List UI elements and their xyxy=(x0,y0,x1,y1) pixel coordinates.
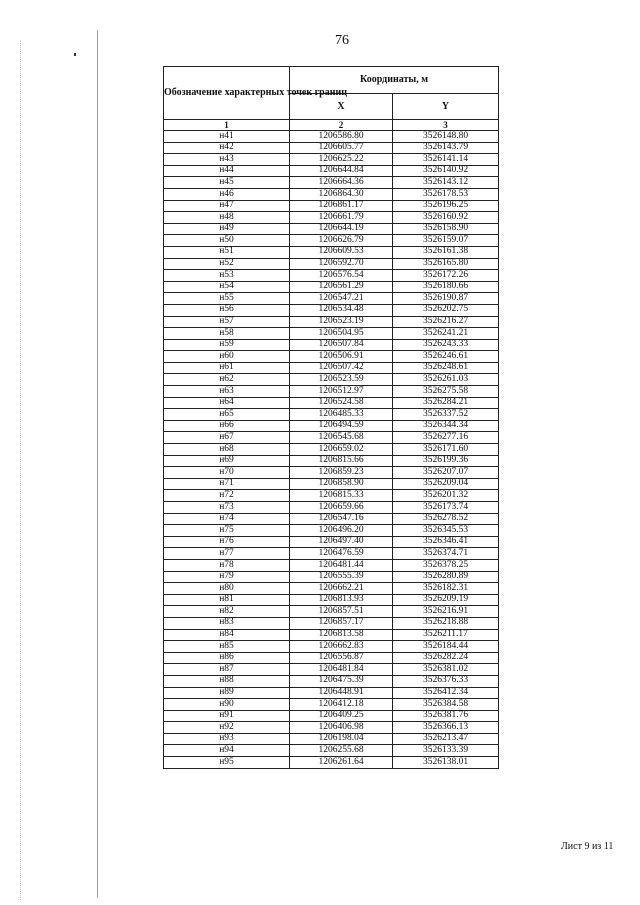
point-id-cell: н54 xyxy=(164,281,290,293)
y-value-cell: 3526366.13 xyxy=(393,722,499,734)
point-id-cell: н70 xyxy=(164,467,290,479)
point-id-cell: н77 xyxy=(164,548,290,560)
table-row xyxy=(164,212,499,224)
y-value-cell: 3526412.34 xyxy=(393,687,499,699)
x-value-cell: 1206524.58 xyxy=(290,397,393,409)
point-id-cell: н79 xyxy=(164,571,290,583)
y-value-cell: 3526160.92 xyxy=(393,212,499,224)
y-value-cell: 3526138.01 xyxy=(393,757,499,769)
point-id-cell: н68 xyxy=(164,444,290,456)
x-value-cell: 1206815.66 xyxy=(290,455,393,467)
y-value-cell: 3526161.38 xyxy=(393,246,499,258)
y-value-cell: 3526376.33 xyxy=(393,675,499,687)
table-row xyxy=(164,502,499,514)
x-value-cell: 1206592.70 xyxy=(290,258,393,270)
x-value-cell: 1206561.29 xyxy=(290,281,393,293)
point-id-cell: н44 xyxy=(164,165,290,177)
coordinates-header: Координаты, м xyxy=(290,67,499,94)
point-id-cell: н93 xyxy=(164,733,290,745)
point-id-cell: н87 xyxy=(164,664,290,676)
y-value-cell: 3526178.53 xyxy=(393,188,499,200)
x-value-cell: 1206858.90 xyxy=(290,478,393,490)
x-value-cell: 1206476.59 xyxy=(290,548,393,560)
table-row xyxy=(164,675,499,687)
point-id-cell: н52 xyxy=(164,258,290,270)
point-id-cell: н62 xyxy=(164,374,290,386)
point-id-cell: н89 xyxy=(164,687,290,699)
y-value-cell: 3526190.87 xyxy=(393,293,499,305)
table-row xyxy=(164,664,499,676)
point-id-cell: н72 xyxy=(164,490,290,502)
table-row xyxy=(164,629,499,641)
column-number: 3 xyxy=(393,120,499,131)
y-value-cell: 3526196.25 xyxy=(393,200,499,212)
x-column-header: X xyxy=(290,94,393,120)
table-row xyxy=(164,188,499,200)
x-value-cell: 1206255.68 xyxy=(290,745,393,757)
x-value-cell: 1206662.83 xyxy=(290,641,393,653)
point-id-cell: н66 xyxy=(164,420,290,432)
table-row xyxy=(164,154,499,166)
x-value-cell: 1206547.21 xyxy=(290,293,393,305)
x-value-cell: 1206859.23 xyxy=(290,467,393,479)
x-value-cell: 1206534.48 xyxy=(290,304,393,316)
x-value-cell: 1206864.30 xyxy=(290,188,393,200)
x-value-cell: 1206261.64 xyxy=(290,757,393,769)
y-value-cell: 3526171.60 xyxy=(393,444,499,456)
x-value-cell: 1206659.02 xyxy=(290,444,393,456)
point-id-cell: н71 xyxy=(164,478,290,490)
x-value-cell: 1206609.53 xyxy=(290,246,393,258)
table-row xyxy=(164,351,499,363)
table-row xyxy=(164,165,499,177)
y-value-cell: 3526346.41 xyxy=(393,536,499,548)
x-value-cell: 1206504.95 xyxy=(290,328,393,340)
point-id-cell: н59 xyxy=(164,339,290,351)
y-value-cell: 3526140.92 xyxy=(393,165,499,177)
y-value-cell: 3526173.74 xyxy=(393,502,499,514)
table-row xyxy=(164,316,499,328)
table-row xyxy=(164,559,499,571)
point-id-cell: н43 xyxy=(164,154,290,166)
y-value-cell: 3526143.12 xyxy=(393,177,499,189)
table-row xyxy=(164,536,499,548)
y-value-cell: 3526374.71 xyxy=(393,548,499,560)
table-row xyxy=(164,687,499,699)
x-value-cell: 1206409.25 xyxy=(290,710,393,722)
sheet-label: Лист 9 из 11 xyxy=(561,841,614,852)
table-row xyxy=(164,757,499,769)
point-id-cell: н95 xyxy=(164,757,290,769)
y-value-cell: 3526344.34 xyxy=(393,420,499,432)
x-value-cell: 1206813.93 xyxy=(290,594,393,606)
y-value-cell: 3526209.04 xyxy=(393,478,499,490)
y-column-header: Y xyxy=(393,94,499,120)
y-value-cell: 3526159.07 xyxy=(393,235,499,247)
point-id-cell: н48 xyxy=(164,212,290,224)
y-value-cell: 3526143.79 xyxy=(393,142,499,154)
point-id-cell: н45 xyxy=(164,177,290,189)
point-id-cell: н64 xyxy=(164,397,290,409)
x-value-cell: 1206507.84 xyxy=(290,339,393,351)
table-row xyxy=(164,362,499,374)
x-value-cell: 1206545.68 xyxy=(290,432,393,444)
table-row xyxy=(164,223,499,235)
point-id-cell: н76 xyxy=(164,536,290,548)
table-row xyxy=(164,235,499,247)
x-value-cell: 1206412.18 xyxy=(290,699,393,711)
y-value-cell: 3526241.21 xyxy=(393,328,499,340)
x-value-cell: 1206523.59 xyxy=(290,374,393,386)
column-number: 2 xyxy=(290,120,393,131)
point-id-cell: н86 xyxy=(164,652,290,664)
x-value-cell: 1206644.84 xyxy=(290,165,393,177)
x-value-cell: 1206664.36 xyxy=(290,177,393,189)
point-id-cell: н57 xyxy=(164,316,290,328)
point-id-cell: н65 xyxy=(164,409,290,421)
table-row xyxy=(164,710,499,722)
y-value-cell: 3526248.61 xyxy=(393,362,499,374)
point-id-cell: н50 xyxy=(164,235,290,247)
x-value-cell: 1206507.42 xyxy=(290,362,393,374)
y-value-cell: 3526243.33 xyxy=(393,339,499,351)
point-id-cell: н42 xyxy=(164,142,290,154)
x-value-cell: 1206586.80 xyxy=(290,131,393,143)
table-row xyxy=(164,490,499,502)
table-row xyxy=(164,177,499,189)
point-id-cell: н63 xyxy=(164,386,290,398)
x-value-cell: 1206506.91 xyxy=(290,351,393,363)
y-value-cell: 3526158.90 xyxy=(393,223,499,235)
y-value-cell: 3526165.80 xyxy=(393,258,499,270)
table-row xyxy=(164,699,499,711)
table-row xyxy=(164,200,499,212)
table-row xyxy=(164,409,499,421)
y-value-cell: 3526337.52 xyxy=(393,409,499,421)
table-row xyxy=(164,455,499,467)
table-row xyxy=(164,397,499,409)
table-row xyxy=(164,142,499,154)
table-row xyxy=(164,131,499,143)
column-number-row xyxy=(164,120,499,131)
y-value-cell: 3526275.58 xyxy=(393,386,499,398)
table-row xyxy=(164,246,499,258)
table-row xyxy=(164,745,499,757)
y-value-cell: 3526381.02 xyxy=(393,664,499,676)
point-id-cell: н41 xyxy=(164,131,290,143)
x-value-cell: 1206576.54 xyxy=(290,270,393,282)
x-value-cell: 1206448.91 xyxy=(290,687,393,699)
x-value-cell: 1206813.58 xyxy=(290,629,393,641)
point-id-cell: н60 xyxy=(164,351,290,363)
table-row xyxy=(164,733,499,745)
table-row xyxy=(164,641,499,653)
y-value-cell: 3526133.39 xyxy=(393,745,499,757)
table-row xyxy=(164,258,499,270)
table-row xyxy=(164,328,499,340)
y-value-cell: 3526211.17 xyxy=(393,629,499,641)
y-value-cell: 3526381.76 xyxy=(393,710,499,722)
point-id-cell: н78 xyxy=(164,559,290,571)
coordinates-table-body xyxy=(164,131,499,769)
x-value-cell: 1206556.87 xyxy=(290,652,393,664)
x-value-cell: 1206659.66 xyxy=(290,502,393,514)
y-value-cell: 3526207.07 xyxy=(393,467,499,479)
x-value-cell: 1206626.79 xyxy=(290,235,393,247)
point-id-cell: н53 xyxy=(164,270,290,282)
point-id-cell: н83 xyxy=(164,617,290,629)
x-value-cell: 1206481.44 xyxy=(290,559,393,571)
x-value-cell: 1206555.39 xyxy=(290,571,393,583)
y-value-cell: 3526141.14 xyxy=(393,154,499,166)
point-id-cell: н81 xyxy=(164,594,290,606)
table-row xyxy=(164,467,499,479)
y-value-cell: 3526172.26 xyxy=(393,270,499,282)
x-value-cell: 1206485.33 xyxy=(290,409,393,421)
point-id-cell: н82 xyxy=(164,606,290,618)
x-value-cell: 1206512.97 xyxy=(290,386,393,398)
y-value-cell: 3526345.53 xyxy=(393,525,499,537)
point-id-cell: н75 xyxy=(164,525,290,537)
table-row xyxy=(164,571,499,583)
table-row xyxy=(164,722,499,734)
table-row xyxy=(164,444,499,456)
x-value-cell: 1206857.51 xyxy=(290,606,393,618)
table-row xyxy=(164,478,499,490)
y-value-cell: 3526278.52 xyxy=(393,513,499,525)
y-value-cell: 3526246.61 xyxy=(393,351,499,363)
point-id-cell: н73 xyxy=(164,502,290,514)
table-row xyxy=(164,281,499,293)
point-id-cell: н80 xyxy=(164,583,290,595)
x-value-cell: 1206523.19 xyxy=(290,316,393,328)
point-id-cell: н94 xyxy=(164,745,290,757)
x-value-cell: 1206815.33 xyxy=(290,490,393,502)
x-value-cell: 1206644.19 xyxy=(290,223,393,235)
table-row xyxy=(164,594,499,606)
y-value-cell: 3526184.44 xyxy=(393,641,499,653)
y-value-cell: 3526216.91 xyxy=(393,606,499,618)
x-value-cell: 1206494.59 xyxy=(290,420,393,432)
table-row xyxy=(164,339,499,351)
table-row xyxy=(164,583,499,595)
table-row xyxy=(164,386,499,398)
table-row xyxy=(164,652,499,664)
x-value-cell: 1206475.39 xyxy=(290,675,393,687)
y-value-cell: 3526201.32 xyxy=(393,490,499,502)
x-value-cell: 1206857.17 xyxy=(290,617,393,629)
point-id-cell: н74 xyxy=(164,513,290,525)
x-value-cell: 1206605.77 xyxy=(290,142,393,154)
left-edge-dots xyxy=(20,40,21,900)
x-value-cell: 1206496.20 xyxy=(290,525,393,537)
table-row xyxy=(164,304,499,316)
page-number: 76 xyxy=(335,33,349,48)
y-value-cell: 3526280.89 xyxy=(393,571,499,583)
point-id-cell: н90 xyxy=(164,699,290,711)
x-value-cell: 1206547.16 xyxy=(290,513,393,525)
column-number: 1 xyxy=(164,120,290,131)
table-row xyxy=(164,432,499,444)
point-id-cell: н85 xyxy=(164,641,290,653)
y-value-cell: 3526384.58 xyxy=(393,699,499,711)
x-value-cell: 1206198.04 xyxy=(290,733,393,745)
table-row xyxy=(164,525,499,537)
point-id-cell: н47 xyxy=(164,200,290,212)
y-value-cell: 3526202.75 xyxy=(393,304,499,316)
point-id-cell: н56 xyxy=(164,304,290,316)
y-value-cell: 3526277.16 xyxy=(393,432,499,444)
x-value-cell: 1206861.17 xyxy=(290,200,393,212)
point-id-cell: н58 xyxy=(164,328,290,340)
x-value-cell: 1206406.98 xyxy=(290,722,393,734)
point-designation-header: Обозначение характерных точек границ xyxy=(164,67,290,120)
point-id-cell: н88 xyxy=(164,675,290,687)
point-id-cell: н49 xyxy=(164,223,290,235)
y-value-cell: 3526148.80 xyxy=(393,131,499,143)
x-value-cell: 1206481.84 xyxy=(290,664,393,676)
table-row xyxy=(164,513,499,525)
table-row xyxy=(164,548,499,560)
x-value-cell: 1206662.21 xyxy=(290,583,393,595)
y-value-cell: 3526284.21 xyxy=(393,397,499,409)
y-value-cell: 3526199.36 xyxy=(393,455,499,467)
point-id-cell: н92 xyxy=(164,722,290,734)
point-id-cell: н84 xyxy=(164,629,290,641)
point-id-cell: н91 xyxy=(164,710,290,722)
y-value-cell: 3526182.31 xyxy=(393,583,499,595)
x-value-cell: 1206661.79 xyxy=(290,212,393,224)
coordinates-table xyxy=(163,66,499,769)
y-value-cell: 3526209.19 xyxy=(393,594,499,606)
point-id-cell: н46 xyxy=(164,188,290,200)
y-value-cell: 3526213.47 xyxy=(393,733,499,745)
table-row xyxy=(164,374,499,386)
y-value-cell: 3526261.03 xyxy=(393,374,499,386)
scan-speck xyxy=(74,53,76,56)
point-id-cell: н69 xyxy=(164,455,290,467)
x-value-cell: 1206497.40 xyxy=(290,536,393,548)
table-row xyxy=(164,606,499,618)
y-value-cell: 3526180.66 xyxy=(393,281,499,293)
point-id-cell: н61 xyxy=(164,362,290,374)
point-id-cell: н55 xyxy=(164,293,290,305)
y-value-cell: 3526378.25 xyxy=(393,559,499,571)
table-row xyxy=(164,617,499,629)
x-value-cell: 1206625.22 xyxy=(290,154,393,166)
point-id-cell: н67 xyxy=(164,432,290,444)
y-value-cell: 3526282.24 xyxy=(393,652,499,664)
table-row xyxy=(164,270,499,282)
point-id-cell: н51 xyxy=(164,246,290,258)
y-value-cell: 3526216.27 xyxy=(393,316,499,328)
table-row xyxy=(164,420,499,432)
binding-margin-line xyxy=(97,30,98,898)
table-row xyxy=(164,293,499,305)
y-value-cell: 3526218.88 xyxy=(393,617,499,629)
